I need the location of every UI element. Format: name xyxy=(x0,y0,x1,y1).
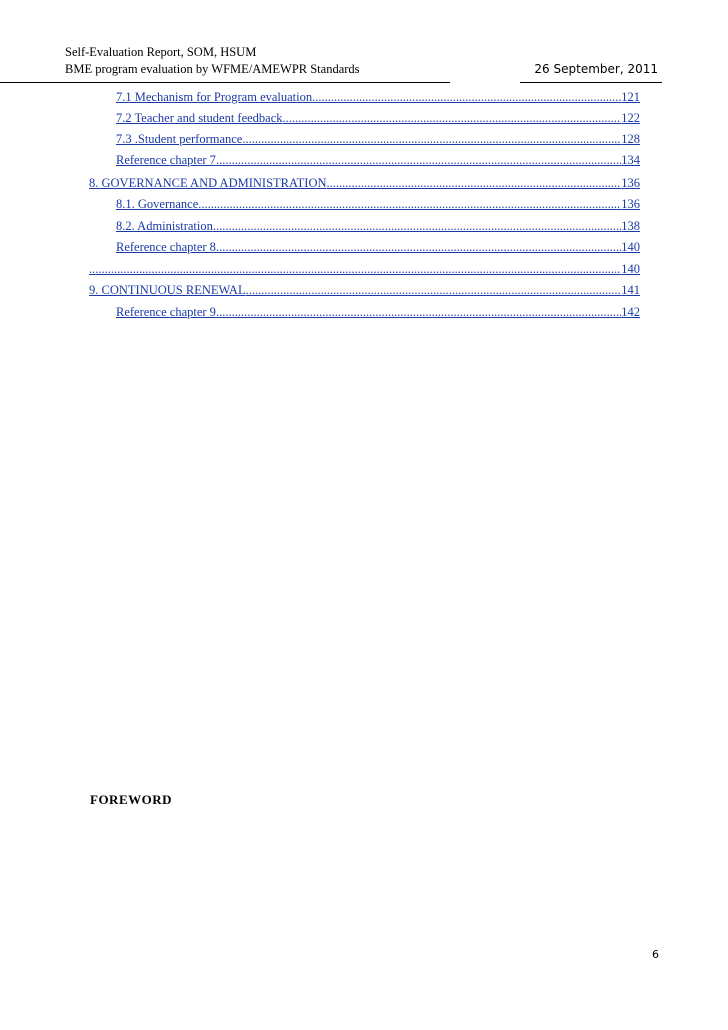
toc-leader-dots xyxy=(283,109,622,127)
toc-entry-label: Reference chapter 9 xyxy=(116,305,216,319)
toc-entry-label: 9. CONTINUOUS RENEWAL xyxy=(89,283,246,297)
header-date: 26 September, 2011 xyxy=(534,62,658,76)
toc-entry-label: 7.3 .Student performance xyxy=(116,132,243,146)
toc-entry-untitled[interactable] xyxy=(89,260,640,278)
toc-entry-page: 134 xyxy=(621,153,640,167)
toc-entry-page: 121 xyxy=(621,90,640,104)
toc-entry-page: 122 xyxy=(621,111,640,125)
toc-entry-reference-8[interactable] xyxy=(116,238,640,256)
toc-entry-page: 136 xyxy=(621,197,640,211)
toc-entry-page: 128 xyxy=(621,132,640,146)
toc-entry-8-1[interactable] xyxy=(116,195,640,213)
toc-leader-dots xyxy=(219,238,621,256)
page-header xyxy=(65,44,662,78)
toc-entry-label: 7.1 Mechanism for Program evaluation xyxy=(116,90,313,104)
toc-entry-label: 8. GOVERNANCE AND ADMINISTRATION xyxy=(89,176,327,190)
toc-entry-reference-9[interactable] xyxy=(116,303,640,321)
toc-entry-page: 141 xyxy=(621,283,640,297)
toc-entry-label: 8.1. Governance xyxy=(116,197,199,211)
toc-leader-dots xyxy=(89,260,621,278)
toc-leader-dots xyxy=(242,130,621,148)
header-rule-right xyxy=(520,82,662,83)
toc-entry-page: 140 xyxy=(621,262,640,276)
header-title: Self-Evaluation Report, SOM, HSUM xyxy=(65,45,257,59)
toc-entry-chapter-8[interactable] xyxy=(89,174,640,192)
toc-entry-chapter-9[interactable] xyxy=(89,281,640,299)
toc-entry-label: Reference chapter 7 xyxy=(116,153,216,167)
header-rule-left xyxy=(0,82,450,83)
toc-entry-label: Reference chapter 8. xyxy=(116,240,220,254)
toc-entry-page: 138 xyxy=(621,219,640,233)
header-line-2 xyxy=(65,61,662,78)
toc-leader-dots xyxy=(216,151,621,169)
toc-entry-page: 140 xyxy=(621,240,640,254)
toc-leader-dots xyxy=(312,88,621,106)
page-number: 6 xyxy=(652,948,659,961)
foreword-heading: FOREWORD xyxy=(90,792,172,807)
toc-entry-page: 136 xyxy=(621,176,640,190)
toc-leader-dots xyxy=(246,281,622,299)
toc-entry-7-1[interactable] xyxy=(116,88,640,106)
toc-leader-dots xyxy=(216,303,621,321)
toc-leader-dots xyxy=(327,174,622,192)
toc-entry-label: 8.2. Administration xyxy=(116,219,213,233)
toc-entry-7-2[interactable] xyxy=(116,109,640,127)
toc-entry-label: 7.2 Teacher and student feedback xyxy=(116,111,283,125)
toc-leader-dots xyxy=(213,217,621,235)
toc-leader-dots xyxy=(198,195,621,213)
toc-entry-7-3[interactable] xyxy=(116,130,640,148)
toc-entry-page: 142 xyxy=(621,305,640,319)
toc-entry-reference-7[interactable] xyxy=(116,151,640,169)
header-subtitle: BME program evaluation by WFME/AMEWPR Standards xyxy=(65,62,360,76)
toc-entry-8-2[interactable] xyxy=(116,217,640,235)
